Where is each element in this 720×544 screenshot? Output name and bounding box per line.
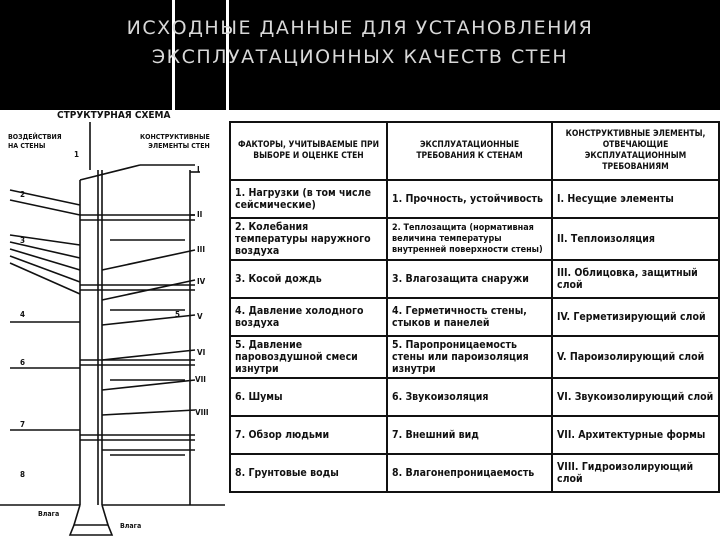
table-row (230, 298, 719, 336)
moisture-label: Влага (38, 510, 60, 518)
table-cell: 5. Давление паровоздушной смеси изнутри (230, 336, 387, 378)
table-cell: V. Пароизолирующий слой (552, 336, 719, 378)
table-cell: 1. Нагрузки (в том числе сейсмические) (230, 180, 387, 218)
table-header-row (230, 122, 719, 180)
table-cell: 7. Внешний вид (387, 416, 552, 454)
header-elements: КОНСТРУКТИВНЫЕ ЭЛЕМЕНТЫ, ОТВЕЧАЮЩИЕ ЭКСПЛУАТАЦИОННЫМ ТРЕБОВАНИЯМ (552, 122, 719, 180)
table-cell: 1. Прочность, устойчивость (387, 180, 552, 218)
table-cell: 8. Грунтовые воды (230, 454, 387, 492)
moisture-label: Влага (120, 522, 142, 530)
impact-number: 4 (20, 310, 26, 319)
impact-number: 1 (74, 150, 80, 159)
table-cell: IV. Герметизирующий слой (552, 298, 719, 336)
table-cell: 2. Теплозащита (нормативная величина температуры внутренней поверхности стены) (387, 218, 552, 260)
table-row (230, 180, 719, 218)
table-row (230, 378, 719, 416)
title-line-1: ИСХОДНЫЕ ДАННЫЕ ДЛЯ УСТАНОВЛЕНИЯ (126, 17, 594, 39)
table-cell: 4. Давление холодного воздуха (230, 298, 387, 336)
table-cell: VIII. Гидроизолирующий слой (552, 454, 719, 492)
table-cell: 2. Колебания температуры наружного воздуха (230, 218, 387, 260)
table-cell: VII. Архитектурные формы (552, 416, 719, 454)
element-numeral: I (197, 165, 200, 174)
table-cell: III. Облицовка, защитный слой (552, 260, 719, 298)
elements-caption: КОНСТРУКТИВНЫЕ ЭЛЕМЕНТЫ СТЕН (140, 133, 210, 150)
table-row (230, 416, 719, 454)
impact-number: 3 (20, 236, 26, 245)
table-row (230, 454, 719, 492)
element-numeral: VII (195, 375, 206, 384)
impact-number: 5 (175, 310, 181, 319)
table-cell: VI. Звукоизолирующий слой (552, 378, 719, 416)
table-cell: I. Несущие элементы (552, 180, 719, 218)
title-bar (0, 0, 720, 110)
structural-scheme (0, 110, 225, 540)
impacts-caption: ВОЗДЕЙСТВИЯ НА СТЕНЫ (8, 133, 62, 150)
element-numeral: II (197, 210, 203, 219)
element-numeral: III (197, 245, 206, 254)
wall-section-drawing (0, 110, 225, 540)
element-numeral: VIII (195, 408, 209, 417)
table-cell: 7. Обзор людьми (230, 416, 387, 454)
table-cell: 6. Шумы (230, 378, 387, 416)
scheme-title: СТРУКТУРНАЯ СХЕМА (57, 110, 171, 121)
table-cell: 6. Звукоизоляция (387, 378, 552, 416)
title-line-2: ЭКСПЛУАТАЦИОННЫХ КАЧЕСТВ СТЕН (151, 46, 569, 68)
table-cell: 4. Герметичность стены, стыков и панелей (387, 298, 552, 336)
element-numeral: VI (197, 348, 206, 357)
element-numeral: V (197, 312, 203, 321)
table-row (230, 336, 719, 378)
element-numeral: IV (197, 277, 206, 286)
page-title (0, 14, 720, 72)
header-requirements: ЭКСПЛУАТАЦИОННЫЕ ТРЕБОВАНИЯ К СТЕНАМ (387, 122, 552, 180)
table-cell: 5. Паропроницаемость стены или пароизоляция изнутри (387, 336, 552, 378)
table-row (230, 218, 719, 260)
impact-number: 8 (20, 470, 26, 479)
header-factors: ФАКТОРЫ, УЧИТЫВАЕМЫЕ ПРИ ВЫБОРЕ И ОЦЕНКЕ СТЕН (230, 122, 387, 180)
table-cell: 3. Косой дождь (230, 260, 387, 298)
impact-number: 2 (20, 190, 26, 199)
table-cell: 3. Влагозащита снаружи (387, 260, 552, 298)
impact-number: 6 (20, 358, 26, 367)
table-cell: II. Теплоизоляция (552, 218, 719, 260)
table-row (230, 260, 719, 298)
requirements-table (229, 121, 720, 493)
impact-number: 7 (20, 420, 26, 429)
table-cell: 8. Влагонепроницаемость (387, 454, 552, 492)
